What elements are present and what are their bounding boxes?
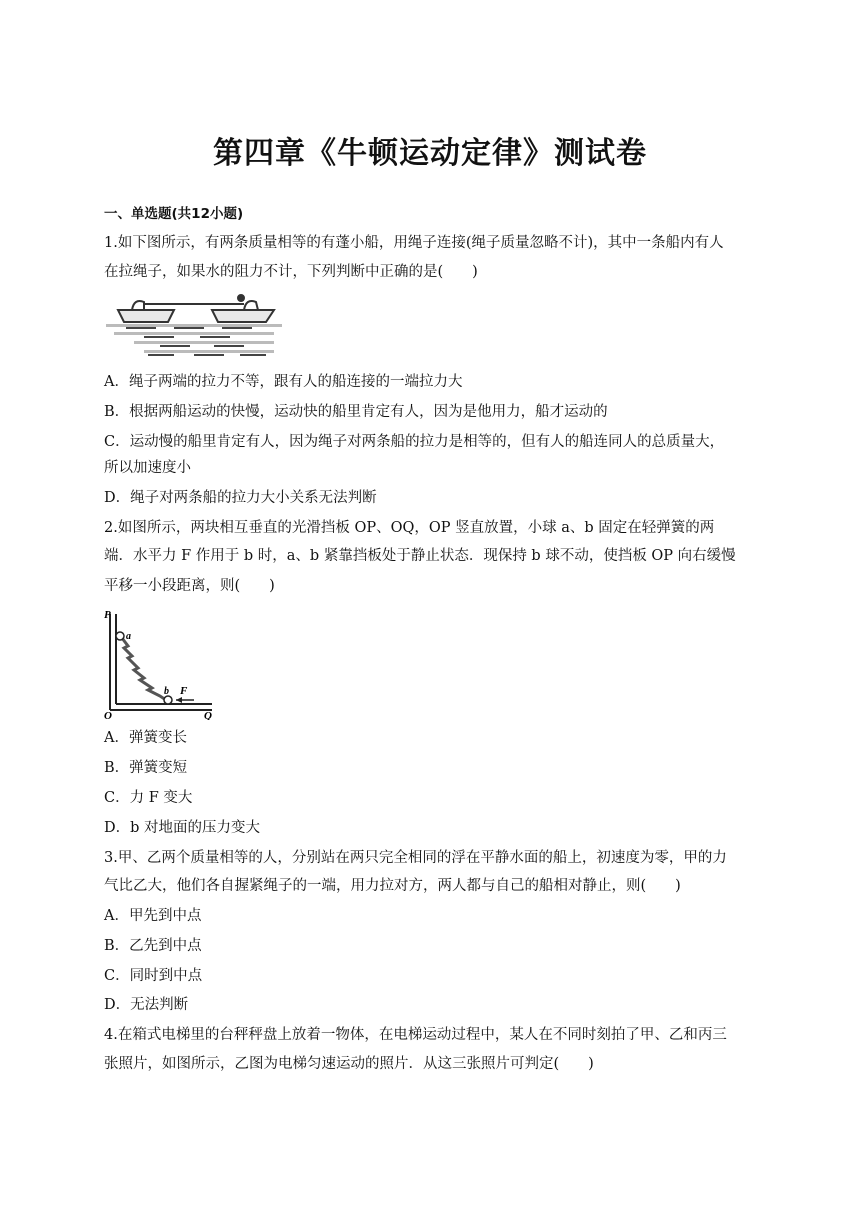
q3-option-a: A．甲先到中点 bbox=[104, 908, 202, 924]
q3-option-c: C．同时到中点 bbox=[104, 968, 203, 984]
label-p: P bbox=[104, 609, 111, 621]
q2-option-c: C．力 F 变大 bbox=[104, 790, 193, 806]
q1-option-a: A．绳子两端的拉力不等，跟有人的船连接的一端拉力大 bbox=[104, 374, 463, 390]
q4-stem-line-2: 张照片，如图所示，乙图为电梯匀速运动的照片．从这三张照片可判定( ) bbox=[104, 1056, 594, 1072]
q1-stem-line-1: 1.如下图所示，有两条质量相等的有蓬小船，用绳子连接(绳子质量忽略不计)，其中一条船内有人 bbox=[104, 235, 724, 251]
plates-spring-figure bbox=[100, 606, 222, 720]
q3-option-d: D．无法判断 bbox=[104, 997, 189, 1013]
q3-stem-line-2: 气比乙大，他们各自握紧绳子的一端，用力拉对方，两人都与自己的船相对静止，则( ) bbox=[104, 878, 681, 894]
q2-stem-line-3: 平移一小段距离，则( ) bbox=[104, 578, 275, 594]
page-title: 第四章《牛顿运动定律》测试卷 bbox=[213, 136, 647, 171]
q1-option-c-cont: 所以加速度小 bbox=[104, 460, 191, 476]
label-f: F bbox=[180, 685, 188, 697]
label-o: O bbox=[104, 710, 112, 720]
q3-stem-line-1: 3.甲、乙两个质量相等的人，分别站在两只完全相同的浮在平静水面的船上，初速度为零，甲的力 bbox=[104, 850, 727, 866]
q2-stem-line-1: 2.如图所示，两块相互垂直的光滑挡板 OP、OQ，OP 竖直放置，小球 a、b 固定在轻弹簧的两 bbox=[104, 520, 715, 536]
q1-option-d: D．绳子对两条船的拉力大小关系无法判断 bbox=[104, 490, 377, 506]
q2-option-d: D．b 对地面的压力变大 bbox=[104, 820, 261, 836]
q2-option-b: B．弹簧变短 bbox=[104, 760, 188, 776]
two-boats-figure bbox=[104, 292, 284, 362]
label-a: a bbox=[126, 631, 131, 642]
q1-option-c: C．运动慢的船里肯定有人，因为绳子对两条船的拉力是相等的，但有人的船连同人的总质量大， bbox=[104, 434, 725, 450]
q2-stem-line-2: 端．水平力 F 作用于 b 时，a、b 紧靠挡板处于静止状态．现保持 b 球不动，使挡板 OP 向右缓慢 bbox=[104, 548, 736, 564]
q3-option-b: B．乙先到中点 bbox=[104, 938, 202, 954]
q1-option-b: B．根据两船运动的快慢，运动快的船里肯定有人，因为是他用力，船才运动的 bbox=[104, 404, 608, 420]
label-q: Q bbox=[204, 710, 212, 720]
q1-stem-line-2: 在拉绳子，如果水的阻力不计，下列判断中正确的是( ) bbox=[104, 264, 478, 280]
section-heading: 一、单选题(共12小题) bbox=[104, 206, 244, 222]
q2-option-a: A．弹簧变长 bbox=[104, 730, 187, 746]
q4-stem-line-1: 4.在箱式电梯里的台秤秤盘上放着一物体，在电梯运动过程中，某人在不同时刻拍了甲、乙和丙三 bbox=[104, 1027, 727, 1043]
label-b: b bbox=[164, 686, 169, 697]
